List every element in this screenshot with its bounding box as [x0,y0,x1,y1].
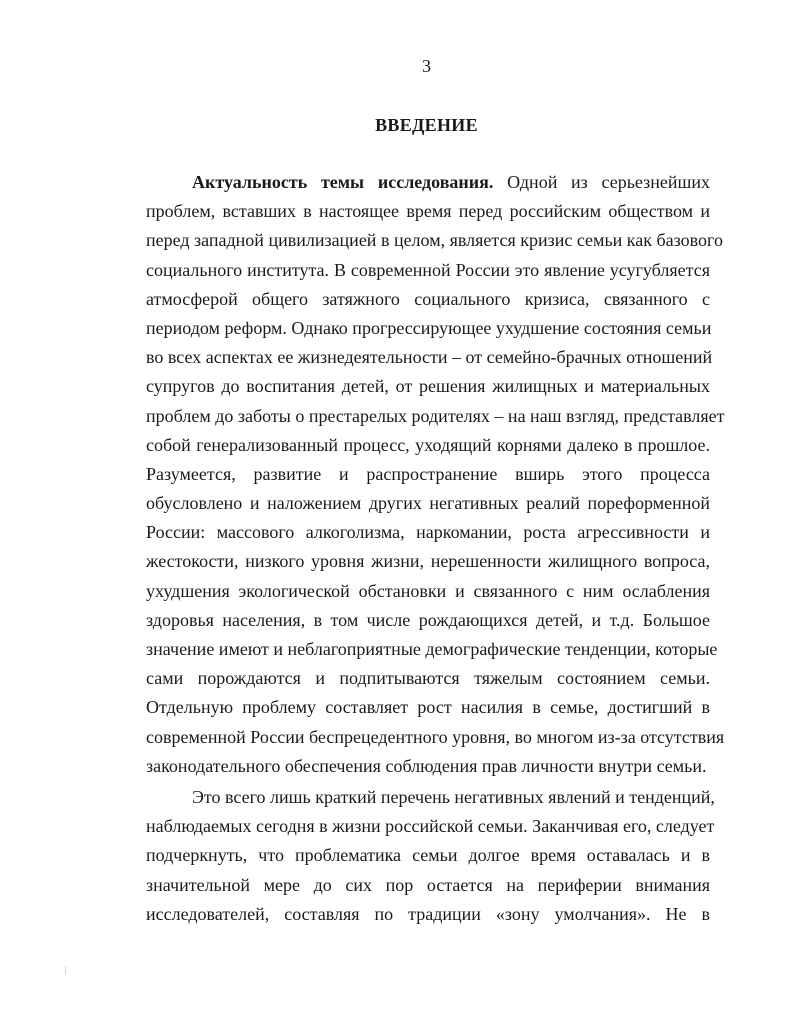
paragraph-line: Актуальность темы исследования. Одной из серьезнейших [192,172,711,192]
paragraph-line: проблем до заботы о престарелых родителях – на наш взгляд, представляет [146,405,725,426]
paragraph-line: социального института. В современной России это явление усугубляется [146,259,710,280]
paragraph-line: современной России беспрецедентного уровня, во многом из-за отсутствия [146,726,725,747]
paragraph-line: ухудшения экологической обстановки и связанного с ним ослабления [146,580,710,601]
paragraph-line: Разумеется, развитие и распространение вширь этого процесса [146,463,710,484]
paragraph-line: исследователей, составляя по традиции «зону умолчания». Не в [146,903,710,924]
paragraph-actuality [146,168,725,781]
paragraph-line: жестокости, низкого уровня жизни, нерешенности жилищного вопроса, [146,551,710,572]
paragraph-line: России: массового алкоголизма, наркомании, роста агрессивности и [146,522,710,543]
section-heading: ВВЕДЕНИЕ [375,115,478,135]
paragraph-line: супругов до воспитания детей, от решения жилищных и материальных [146,376,710,397]
paragraph-summary [146,783,715,929]
scan-artifact [65,966,66,974]
paragraph-lead: Актуальность темы исследования. [192,172,494,192]
paragraph-line: собой генерализованный процесс, уходящий корнями далеко в прошлое. [146,434,710,455]
paragraph-line: во всех аспектах ее жизнедеятельности – от семейно-брачных отношений [146,347,713,368]
paragraph-line: Отдельную проблему составляет рост насилия в семье, достигший в [146,697,710,718]
paragraph-line: сами порождаются и подпитываются тяжелым состоянием семьи. [146,668,710,689]
paragraph-line: здоровья населения, в том числе рождающихся детей, и т.д. Большое [146,609,710,630]
paragraph-line: периодом реформ. Однако прогрессирующее ухудшение состояния семьи [146,317,712,338]
paragraph-line: Это всего лишь краткий перечень негативных явлений и тенденций, [192,787,715,807]
paragraph-line: подчеркнуть, что проблематика семьи долгое время оставалась и в [146,845,710,866]
paragraph-line: значительной мере до сих пор остается на периферии внимания [146,874,710,895]
paragraph-line: перед западной цивилизацией в целом, является кризис семьи как базового [146,230,723,251]
paragraph-line: значение имеют и неблагоприятные демографические тенденции, которые [146,639,718,659]
paragraph-line: проблем, вставших в настоящее время перед российским обществом и [146,201,710,222]
paragraph-line: обусловлено и наложением других негативных реалий пореформенной [146,493,710,514]
paragraph-line: атмосферой общего затяжного социального кризиса, связанного с [146,288,710,309]
paragraph-line: законодательного обеспечения соблюдения прав личности внутри семьи. [146,755,707,776]
page-number: 3 [422,56,431,76]
paragraph-line: наблюдаемых сегодня в жизни российской семьи. Заканчивая его, следует [146,816,715,837]
